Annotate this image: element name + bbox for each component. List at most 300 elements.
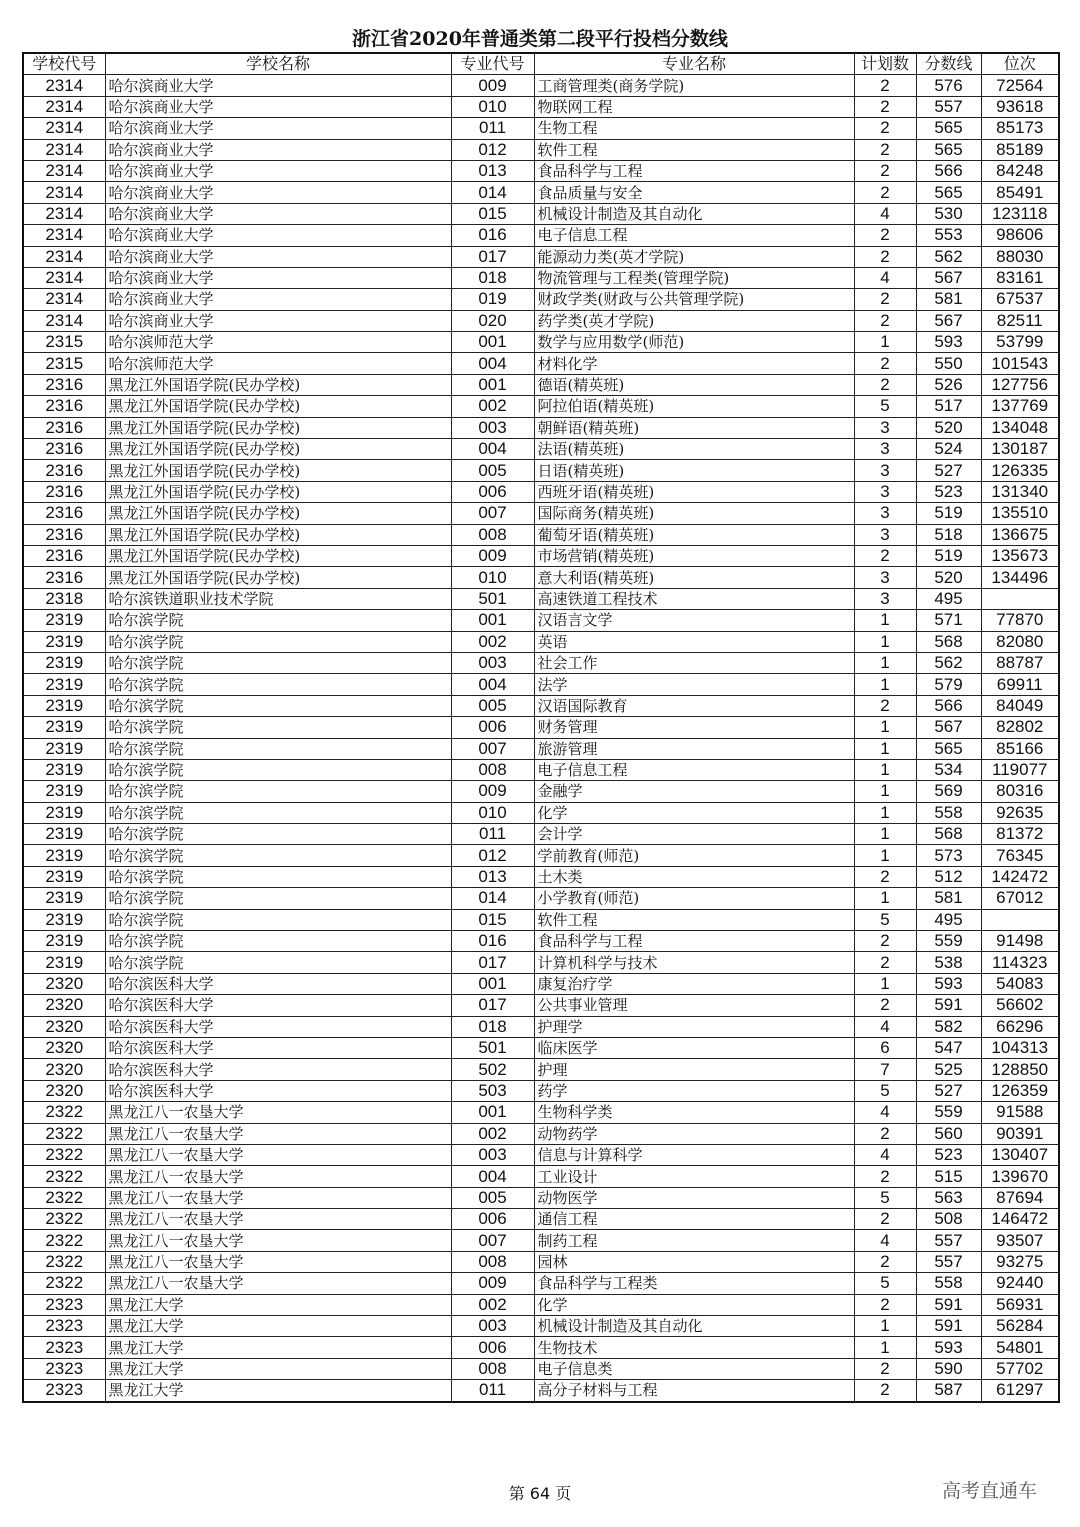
cell-score-line: 495 (916, 588, 981, 609)
cell-plan-count: 3 (854, 417, 916, 438)
table-row (23, 738, 1059, 759)
cell-plan-count: 2 (854, 952, 916, 973)
cell-major-code: 020 (451, 310, 534, 331)
cell-major-code: 001 (451, 1102, 534, 1123)
cell-plan-count: 4 (854, 1144, 916, 1165)
cell-school-name: 哈尔滨学院 (105, 610, 451, 631)
cell-school-code: 2314 (23, 225, 105, 246)
cell-rank: 66296 (981, 1016, 1059, 1037)
cell-major-name: 市场营销(精英班) (534, 545, 854, 566)
cell-plan-count: 1 (854, 845, 916, 866)
cell-rank: 135673 (981, 545, 1059, 566)
cell-major-code: 006 (451, 481, 534, 502)
cell-major-name: 信息与计算科学 (534, 1144, 854, 1165)
cell-school-name: 黑龙江大学 (105, 1294, 451, 1315)
table-row (23, 973, 1059, 994)
cell-plan-count: 1 (854, 674, 916, 695)
table-row (23, 417, 1059, 438)
cell-major-name: 软件工程 (534, 139, 854, 160)
cell-plan-count: 2 (854, 225, 916, 246)
cell-major-name: 生物工程 (534, 118, 854, 139)
table-row (23, 310, 1059, 331)
cell-major-name: 法学 (534, 674, 854, 695)
cell-rank: 114323 (981, 952, 1059, 973)
cell-rank: 85166 (981, 738, 1059, 759)
cell-rank: 92635 (981, 802, 1059, 823)
cell-score-line: 562 (916, 652, 981, 673)
cell-major-name: 软件工程 (534, 909, 854, 930)
cell-rank: 69911 (981, 674, 1059, 695)
cell-plan-count: 2 (854, 931, 916, 952)
cell-school-code: 2322 (23, 1144, 105, 1165)
cell-major-code: 003 (451, 1144, 534, 1165)
cell-plan-count: 5 (854, 1273, 916, 1294)
cell-rank: 130407 (981, 1144, 1059, 1165)
cell-school-code: 2316 (23, 567, 105, 588)
cell-plan-count: 3 (854, 460, 916, 481)
cell-school-name: 哈尔滨学院 (105, 952, 451, 973)
table-row (23, 460, 1059, 481)
cell-major-code: 006 (451, 1209, 534, 1230)
cell-plan-count: 1 (854, 759, 916, 780)
cell-rank: 146472 (981, 1209, 1059, 1230)
cell-school-name: 哈尔滨学院 (105, 866, 451, 887)
cell-school-code: 2316 (23, 503, 105, 524)
cell-major-name: 工业设计 (534, 1166, 854, 1187)
cell-score-line: 524 (916, 439, 981, 460)
table-row (23, 952, 1059, 973)
cell-score-line: 569 (916, 781, 981, 802)
cell-school-code: 2322 (23, 1273, 105, 1294)
cell-major-name: 财政学类(财政与公共管理学院) (534, 289, 854, 310)
cell-rank: 80316 (981, 781, 1059, 802)
cell-score-line: 565 (916, 182, 981, 203)
cell-school-name: 黑龙江外国语学院(民办学校) (105, 545, 451, 566)
cell-school-code: 2314 (23, 160, 105, 181)
table-row (23, 674, 1059, 695)
cell-score-line: 591 (916, 1316, 981, 1337)
table-row (23, 439, 1059, 460)
cell-rank: 93618 (981, 96, 1059, 117)
cell-rank: 81372 (981, 824, 1059, 845)
cell-major-name: 数学与应用数学(师范) (534, 332, 854, 353)
cell-school-name: 哈尔滨医科大学 (105, 1059, 451, 1080)
cell-school-code: 2323 (23, 1316, 105, 1337)
cell-score-line: 593 (916, 973, 981, 994)
cell-major-code: 011 (451, 1380, 534, 1402)
cell-school-name: 哈尔滨学院 (105, 652, 451, 673)
cell-plan-count: 2 (854, 866, 916, 887)
cell-plan-count: 1 (854, 1337, 916, 1358)
cell-plan-count: 1 (854, 738, 916, 759)
cell-rank: 57702 (981, 1358, 1059, 1379)
cell-school-name: 黑龙江大学 (105, 1358, 451, 1379)
cell-rank: 88030 (981, 246, 1059, 267)
cell-score-line: 519 (916, 545, 981, 566)
cell-major-name: 汉语言文学 (534, 610, 854, 631)
cell-rank: 126335 (981, 460, 1059, 481)
header-score: 分数线 (916, 53, 981, 75)
table-row (23, 1294, 1059, 1315)
cell-school-name: 哈尔滨商业大学 (105, 118, 451, 139)
cell-school-code: 2316 (23, 374, 105, 395)
table-row (23, 717, 1059, 738)
cell-rank: 82511 (981, 310, 1059, 331)
cell-major-code: 004 (451, 439, 534, 460)
table-row (23, 824, 1059, 845)
cell-school-code: 2323 (23, 1380, 105, 1402)
cell-school-code: 2320 (23, 995, 105, 1016)
cell-major-name: 制药工程 (534, 1230, 854, 1251)
cell-plan-count: 2 (854, 1251, 916, 1272)
table-row (23, 182, 1059, 203)
cell-major-name: 英语 (534, 631, 854, 652)
cell-rank: 134048 (981, 417, 1059, 438)
table-row (23, 246, 1059, 267)
cell-major-name: 国际商务(精英班) (534, 503, 854, 524)
cell-school-code: 2319 (23, 931, 105, 952)
cell-rank: 91588 (981, 1102, 1059, 1123)
cell-score-line: 573 (916, 845, 981, 866)
table-row (23, 1187, 1059, 1208)
cell-major-code: 004 (451, 674, 534, 695)
cell-score-line: 550 (916, 353, 981, 374)
cell-major-code: 010 (451, 567, 534, 588)
cell-major-code: 003 (451, 417, 534, 438)
cell-school-code: 2319 (23, 952, 105, 973)
cell-school-name: 哈尔滨商业大学 (105, 139, 451, 160)
cell-major-name: 动物医学 (534, 1187, 854, 1208)
cell-major-code: 002 (451, 1294, 534, 1315)
table-row (23, 845, 1059, 866)
table-row (23, 1358, 1059, 1379)
cell-score-line: 523 (916, 481, 981, 502)
cell-major-name: 动物药学 (534, 1123, 854, 1144)
cell-rank: 92440 (981, 1273, 1059, 1294)
table-row (23, 652, 1059, 673)
cell-score-line: 566 (916, 160, 981, 181)
cell-major-name: 德语(精英班) (534, 374, 854, 395)
cell-score-line: 559 (916, 1102, 981, 1123)
cell-plan-count: 1 (854, 824, 916, 845)
cell-score-line: 538 (916, 952, 981, 973)
table-row (23, 781, 1059, 802)
cell-major-code: 005 (451, 695, 534, 716)
table-row (23, 225, 1059, 246)
cell-plan-count: 2 (854, 182, 916, 203)
cell-school-code: 2319 (23, 802, 105, 823)
table-row (23, 588, 1059, 609)
table-row (23, 139, 1059, 160)
cell-major-name: 法语(精英班) (534, 439, 854, 460)
cell-school-name: 哈尔滨师范大学 (105, 353, 451, 374)
cell-major-code: 008 (451, 1358, 534, 1379)
cell-plan-count: 5 (854, 1080, 916, 1101)
cell-score-line: 590 (916, 1358, 981, 1379)
cell-major-name: 日语(精英班) (534, 460, 854, 481)
cell-school-name: 黑龙江外国语学院(民办学校) (105, 396, 451, 417)
cell-rank: 67012 (981, 888, 1059, 909)
cell-school-code: 2314 (23, 96, 105, 117)
cell-school-code: 2320 (23, 973, 105, 994)
cell-rank: 123118 (981, 203, 1059, 224)
cell-school-code: 2322 (23, 1123, 105, 1144)
cell-major-name: 汉语国际教育 (534, 695, 854, 716)
cell-rank: 76345 (981, 845, 1059, 866)
cell-major-code: 008 (451, 759, 534, 780)
cell-rank: 56602 (981, 995, 1059, 1016)
cell-score-line: 576 (916, 75, 981, 96)
cell-school-code: 2314 (23, 267, 105, 288)
cell-plan-count: 1 (854, 1316, 916, 1337)
cell-major-name: 高分子材料与工程 (534, 1380, 854, 1402)
cell-school-code: 2320 (23, 1037, 105, 1058)
cell-rank: 93507 (981, 1230, 1059, 1251)
cell-school-name: 黑龙江外国语学院(民办学校) (105, 439, 451, 460)
cell-school-name: 哈尔滨医科大学 (105, 1037, 451, 1058)
cell-school-name: 黑龙江八一农垦大学 (105, 1251, 451, 1272)
cell-major-name: 护理学 (534, 1016, 854, 1037)
table-row (23, 1102, 1059, 1123)
cell-plan-count: 1 (854, 781, 916, 802)
cell-school-name: 哈尔滨商业大学 (105, 267, 451, 288)
cell-school-name: 哈尔滨商业大学 (105, 160, 451, 181)
cell-rank: 127756 (981, 374, 1059, 395)
cell-score-line: 557 (916, 1251, 981, 1272)
cell-major-code: 007 (451, 503, 534, 524)
cell-major-name: 园林 (534, 1251, 854, 1272)
cell-major-name: 朝鲜语(精英班) (534, 417, 854, 438)
cell-major-name: 机械设计制造及其自动化 (534, 1316, 854, 1337)
cell-school-name: 哈尔滨学院 (105, 759, 451, 780)
cell-major-code: 017 (451, 246, 534, 267)
cell-score-line: 530 (916, 203, 981, 224)
cell-school-name: 黑龙江外国语学院(民办学校) (105, 417, 451, 438)
cell-school-name: 黑龙江外国语学院(民办学校) (105, 374, 451, 395)
cell-rank: 85189 (981, 139, 1059, 160)
cell-rank: 56931 (981, 1294, 1059, 1315)
cell-score-line: 567 (916, 310, 981, 331)
cell-major-code: 007 (451, 738, 534, 759)
cell-school-name: 黑龙江八一农垦大学 (105, 1102, 451, 1123)
cell-major-code: 012 (451, 845, 534, 866)
header-major-name: 专业名称 (534, 53, 854, 75)
cell-score-line: 581 (916, 289, 981, 310)
cell-school-name: 哈尔滨商业大学 (105, 203, 451, 224)
cell-score-line: 567 (916, 267, 981, 288)
cell-school-code: 2319 (23, 845, 105, 866)
cell-major-name: 物流管理与工程类(管理学院) (534, 267, 854, 288)
cell-score-line: 557 (916, 1230, 981, 1251)
table-row (23, 524, 1059, 545)
cell-major-code: 013 (451, 160, 534, 181)
cell-major-name: 物联网工程 (534, 96, 854, 117)
cell-score-line: 495 (916, 909, 981, 930)
cell-plan-count: 3 (854, 567, 916, 588)
cell-major-name: 会计学 (534, 824, 854, 845)
cell-score-line: 579 (916, 674, 981, 695)
cell-school-name: 黑龙江外国语学院(民办学校) (105, 524, 451, 545)
cell-score-line: 508 (916, 1209, 981, 1230)
cell-plan-count: 2 (854, 695, 916, 716)
cell-major-code: 501 (451, 588, 534, 609)
cell-score-line: 518 (916, 524, 981, 545)
cell-school-code: 2322 (23, 1187, 105, 1208)
table-row (23, 503, 1059, 524)
cell-rank: 61297 (981, 1380, 1059, 1402)
cell-major-name: 金融学 (534, 781, 854, 802)
table-row (23, 160, 1059, 181)
cell-major-code: 018 (451, 267, 534, 288)
cell-school-name: 黑龙江外国语学院(民办学校) (105, 481, 451, 502)
table-row (23, 931, 1059, 952)
cell-score-line: 519 (916, 503, 981, 524)
cell-plan-count: 2 (854, 289, 916, 310)
cell-school-code: 2322 (23, 1209, 105, 1230)
cell-major-name: 意大利语(精英班) (534, 567, 854, 588)
cell-school-code: 2319 (23, 738, 105, 759)
table-row (23, 1080, 1059, 1101)
cell-major-code: 010 (451, 96, 534, 117)
cell-major-code: 002 (451, 631, 534, 652)
cell-plan-count: 2 (854, 995, 916, 1016)
cell-major-code: 019 (451, 289, 534, 310)
table-row (23, 289, 1059, 310)
cell-rank: 128850 (981, 1059, 1059, 1080)
cell-rank: 139670 (981, 1166, 1059, 1187)
cell-school-code: 2320 (23, 1080, 105, 1101)
cell-plan-count: 2 (854, 96, 916, 117)
header-major-code: 专业代号 (451, 53, 534, 75)
table-row (23, 203, 1059, 224)
cell-school-name: 哈尔滨医科大学 (105, 995, 451, 1016)
cell-rank: 137769 (981, 396, 1059, 417)
cell-school-name: 黑龙江大学 (105, 1316, 451, 1337)
cell-plan-count: 1 (854, 610, 916, 631)
cell-major-name: 小学教育(师范) (534, 888, 854, 909)
cell-major-code: 003 (451, 652, 534, 673)
cell-plan-count: 4 (854, 1230, 916, 1251)
table-row (23, 545, 1059, 566)
table-row (23, 1316, 1059, 1337)
cell-school-name: 哈尔滨商业大学 (105, 289, 451, 310)
table-row (23, 1209, 1059, 1230)
table-row (23, 332, 1059, 353)
table-row (23, 1251, 1059, 1272)
cell-major-code: 001 (451, 973, 534, 994)
cell-major-code: 007 (451, 1230, 534, 1251)
cell-major-name: 临床医学 (534, 1037, 854, 1058)
cell-school-code: 2319 (23, 674, 105, 695)
cell-rank: 77870 (981, 610, 1059, 631)
cell-school-name: 黑龙江八一农垦大学 (105, 1209, 451, 1230)
cell-plan-count: 7 (854, 1059, 916, 1080)
cell-major-code: 010 (451, 802, 534, 823)
cell-major-code: 006 (451, 717, 534, 738)
cell-major-code: 002 (451, 1123, 534, 1144)
cell-school-code: 2316 (23, 417, 105, 438)
cell-school-code: 2319 (23, 695, 105, 716)
cell-school-code: 2316 (23, 439, 105, 460)
cell-rank: 142472 (981, 866, 1059, 887)
cell-major-name: 药学 (534, 1080, 854, 1101)
cell-plan-count: 4 (854, 1016, 916, 1037)
cell-score-line: 559 (916, 931, 981, 952)
cell-plan-count: 1 (854, 888, 916, 909)
table-row (23, 267, 1059, 288)
cell-score-line: 593 (916, 332, 981, 353)
cell-score-line: 526 (916, 374, 981, 395)
cell-major-name: 阿拉伯语(精英班) (534, 396, 854, 417)
cell-major-name: 电子信息工程 (534, 759, 854, 780)
table-row (23, 1037, 1059, 1058)
cell-school-name: 哈尔滨商业大学 (105, 75, 451, 96)
cell-school-name: 哈尔滨学院 (105, 931, 451, 952)
cell-school-name: 黑龙江大学 (105, 1337, 451, 1358)
cell-major-code: 006 (451, 1337, 534, 1358)
cell-school-name: 哈尔滨学院 (105, 738, 451, 759)
cell-score-line: 534 (916, 759, 981, 780)
cell-score-line: 582 (916, 1016, 981, 1037)
cell-plan-count: 2 (854, 1294, 916, 1315)
table-header-row (23, 53, 1059, 75)
cell-major-code: 005 (451, 1187, 534, 1208)
cell-major-code: 005 (451, 460, 534, 481)
cell-school-name: 黑龙江大学 (105, 1380, 451, 1402)
table-row (23, 1016, 1059, 1037)
cell-plan-count: 1 (854, 717, 916, 738)
cell-school-code: 2314 (23, 246, 105, 267)
cell-major-name: 材料化学 (534, 353, 854, 374)
cell-school-name: 哈尔滨学院 (105, 845, 451, 866)
cell-major-code: 017 (451, 952, 534, 973)
cell-school-code: 2314 (23, 139, 105, 160)
cell-school-code: 2319 (23, 759, 105, 780)
cell-plan-count: 4 (854, 203, 916, 224)
cell-plan-count: 2 (854, 75, 916, 96)
cell-major-name: 能源动力类(英才学院) (534, 246, 854, 267)
cell-score-line: 568 (916, 824, 981, 845)
table-row (23, 567, 1059, 588)
cell-school-name: 黑龙江八一农垦大学 (105, 1123, 451, 1144)
cell-major-name: 生物技术 (534, 1337, 854, 1358)
cell-plan-count: 2 (854, 310, 916, 331)
cell-school-code: 2316 (23, 545, 105, 566)
cell-score-line: 568 (916, 631, 981, 652)
cell-major-name: 食品科学与工程 (534, 160, 854, 181)
cell-school-code: 2320 (23, 1016, 105, 1037)
page-number: 第 64 页 (508, 1484, 572, 1503)
cell-school-code: 2316 (23, 396, 105, 417)
cell-major-code: 013 (451, 866, 534, 887)
cell-school-code: 2314 (23, 203, 105, 224)
cell-plan-count: 5 (854, 1187, 916, 1208)
cell-school-code: 2316 (23, 460, 105, 481)
cell-major-name: 高速铁道工程技术 (534, 588, 854, 609)
cell-school-code: 2316 (23, 481, 105, 502)
cell-school-name: 黑龙江八一农垦大学 (105, 1273, 451, 1294)
cell-school-name: 黑龙江八一农垦大学 (105, 1230, 451, 1251)
cell-school-code: 2319 (23, 781, 105, 802)
cell-score-line: 523 (916, 1144, 981, 1165)
cell-school-code: 2316 (23, 524, 105, 545)
cell-major-name: 康复治疗学 (534, 973, 854, 994)
cell-school-name: 哈尔滨医科大学 (105, 973, 451, 994)
cell-major-code: 016 (451, 931, 534, 952)
cell-score-line: 567 (916, 717, 981, 738)
cell-major-name: 社会工作 (534, 652, 854, 673)
cell-school-name: 黑龙江外国语学院(民办学校) (105, 567, 451, 588)
